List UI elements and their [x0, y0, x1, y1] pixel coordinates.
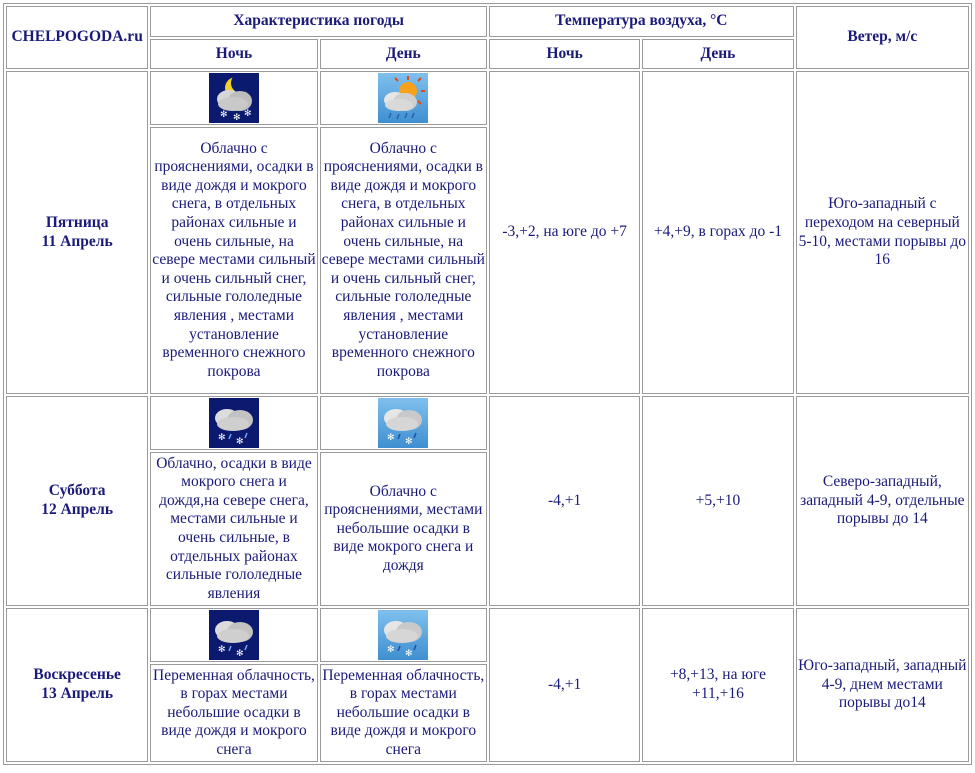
temp-day: +4,+9, в горах до -1 [642, 71, 793, 394]
temp-night: -3,+2, на юге до +7 [489, 71, 640, 394]
day-row [6, 396, 969, 450]
temp-day: +8,+13, на юге +11,+16 [642, 608, 793, 762]
day-description: Переменная облачность, в горах местами небольшие осадки в виде дождя и мокрого снега [320, 664, 487, 762]
temp-night: -4,+1 [489, 396, 640, 606]
temp-group-header: Температура воздуха, °С [489, 6, 794, 37]
svg-text:✻: ✻ [235, 437, 244, 447]
day-row [6, 608, 969, 662]
date: 12 Апрель [41, 501, 114, 518]
wind: Юго-западный, западный 4-9, днем местами порывы до14 [796, 608, 969, 762]
svg-text:✻: ✻ [405, 649, 413, 659]
svg-text:✻: ✻ [243, 109, 252, 119]
svg-text:✻: ✻ [217, 645, 226, 655]
temp-night: -4,+1 [489, 608, 640, 762]
temp-night-header: Ночь [489, 39, 640, 69]
day-icon-cell [320, 608, 487, 662]
day-icon-cell [320, 71, 487, 125]
night-description: Облачно, осадки в виде мокрого снега и дождя,на севере снега, местами сильные и очень сильные, в отдельных районах сильные гололедные явления [150, 452, 317, 606]
night-description: Облачно с прояснениями, осадки в виде дождя и мокрого снега, в отдельных районах сильные и очень сильные, на севере местами сильный и очень сильный снег, сильные гололедные явления , местами установление временного снежного покрова [150, 127, 317, 394]
weekday: Суббота [48, 482, 106, 500]
svg-text:✻: ✻ [387, 433, 395, 443]
night-icon-cell [150, 608, 317, 662]
sun-cloud-rain-icon [378, 73, 428, 123]
temp-day-header: День [642, 39, 793, 69]
cloud-snow-rain-day-icon [378, 610, 428, 660]
weekday: Пятница [45, 213, 109, 231]
night-description: Переменная облачность, в горах местами небольшие осадки в виде дождя и мокрого снега [150, 664, 317, 762]
day-description: Облачно с прояснениями, осадки в виде дождя и мокрого снега, в отдельных районах сильные и очень сильные, на севере местами сильный и очень сильный снег, сильные гололедные явления , местами установление временного снежного покрова [320, 127, 487, 394]
date: 13 Апрель [41, 685, 114, 702]
day-label [6, 71, 148, 394]
svg-text:✻: ✻ [235, 649, 244, 659]
temp-day: +5,+10 [642, 396, 793, 606]
wind-header: Ветер, м/с [796, 6, 969, 69]
svg-text:✻: ✻ [219, 110, 228, 120]
site-brand: CHELPOGODA.ru [6, 6, 148, 69]
weather-group-header: Характеристика погоды [150, 6, 487, 37]
night-icon-cell [150, 71, 317, 125]
svg-text:✻: ✻ [387, 645, 395, 655]
night-icon-cell [150, 396, 317, 450]
day-label [6, 396, 148, 606]
forecast-table [3, 3, 972, 765]
svg-text:✻: ✻ [232, 113, 241, 123]
moon-cloud-snow-icon [209, 73, 259, 123]
wind: Северо-западный, западный 4-9, отдельные порывы до 14 [796, 396, 969, 606]
cloud-snow-rain-night-icon [209, 398, 259, 448]
cloud-snow-rain-night-icon [209, 610, 259, 660]
weather-night-header: Ночь [150, 39, 317, 69]
cloud-snow-rain-day-icon [378, 398, 428, 448]
day-icon-cell [320, 396, 487, 450]
day-row [6, 71, 969, 125]
day-description: Облачно с прояснениями, местами небольшие осадки в виде мокрого снега и дождя [320, 452, 487, 606]
day-label [6, 608, 148, 762]
weekday: Воскресенье [33, 666, 121, 684]
svg-text:✻: ✻ [405, 437, 413, 447]
date: 11 Апрель [41, 232, 113, 250]
weather-day-header: День [320, 39, 487, 69]
wind: Юго-западный с переходом на северный 5-10, местами порывы до 16 [796, 71, 969, 394]
svg-text:✻: ✻ [217, 433, 226, 443]
